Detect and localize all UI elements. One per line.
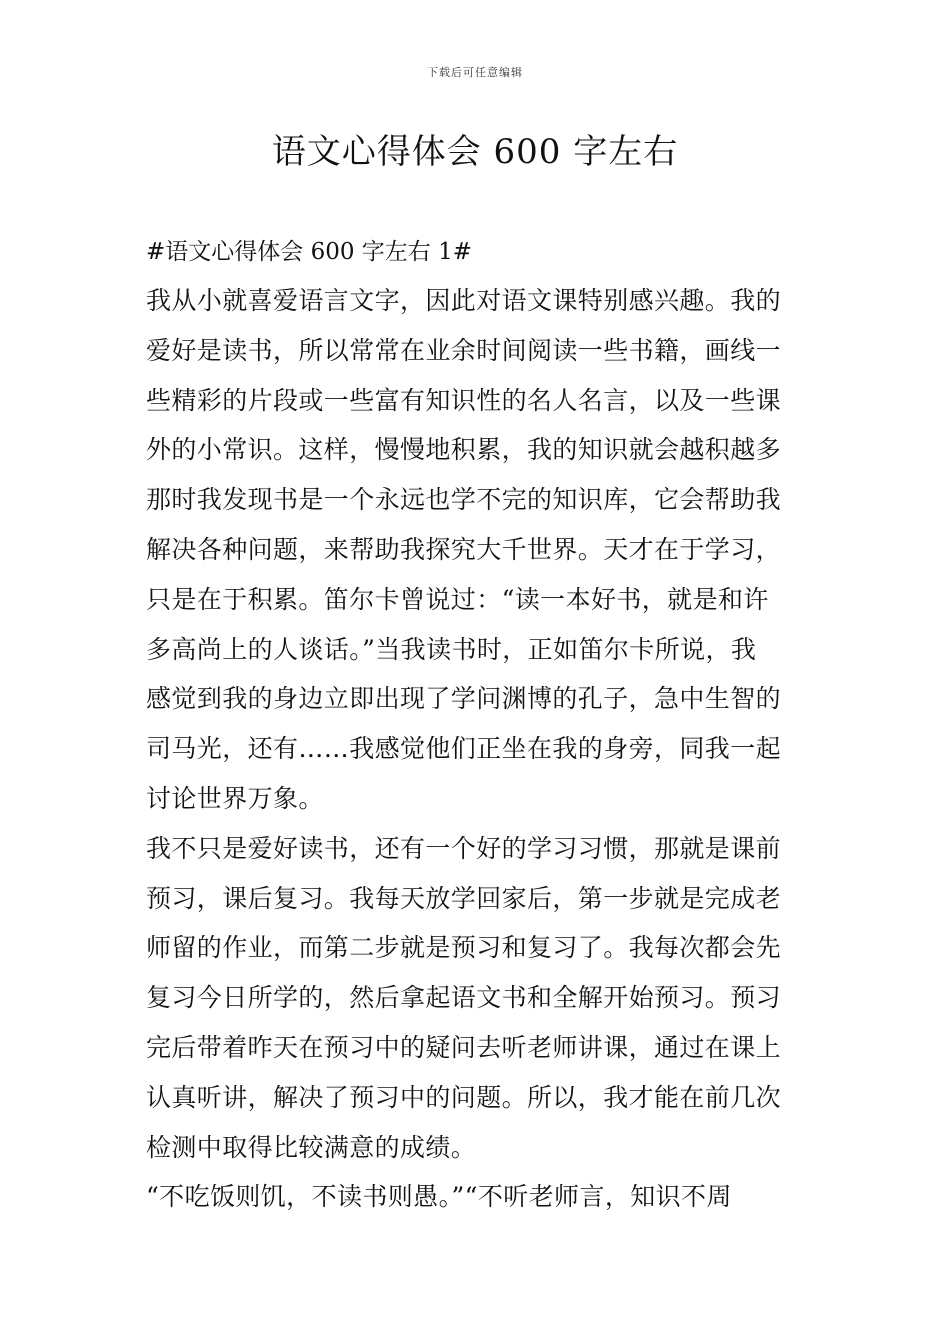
text-line: 讨论世界万象。	[146, 783, 324, 813]
document-title: 语文心得体会 600 字左右	[271, 132, 679, 172]
text-line: 只是在于积累。笛尔卡曾说过：“读一本好书，就是和许	[146, 584, 769, 614]
text-line: 些精彩的片段或一些富有知识性的名人名言，以及一些课	[146, 385, 782, 415]
text-line: 多高尚上的人谈话。”当我读书时，正如笛尔卡所说，我	[146, 634, 757, 664]
body-text	[146, 276, 806, 1222]
text-line: 司马光，还有……我感觉他们正坐在我的身旁，同我一起	[146, 734, 782, 764]
section-heading: #语文心得体会 600 字左右 1#	[146, 239, 473, 265]
text-line: 外的小常识。这样，慢慢地积累，我的知识就会越积越多	[146, 435, 782, 465]
text-line: 完后带着昨天在预习中的疑问去听老师讲课，通过在课上	[146, 1032, 782, 1062]
text-line: 那时我发现书是一个永远也学不完的知识库，它会帮助我	[146, 485, 782, 515]
text-line: 师留的作业，而第二步就是预习和复习了。我每次都会先	[146, 933, 782, 963]
text-line: 爱好是读书，所以常常在业余时间阅读一些书籍，画线一	[146, 335, 782, 365]
header-note: 下载后可任意编辑	[427, 66, 523, 79]
text-line: 解决各种问题，来帮助我探究大千世界。天才在于学习，	[146, 534, 782, 564]
text-line: 预习，课后复习。我每天放学回家后，第一步就是完成老	[146, 883, 782, 913]
text-line: 复习今日所学的，然后拿起语文书和全解开始预习。预习	[146, 983, 782, 1013]
text-line: “不吃饭则饥，不读书则愚。”“不听老师言，知识不周	[146, 1182, 732, 1212]
text-line: 感觉到我的身边立即出现了学问渊博的孔子，急中生智的	[146, 684, 782, 714]
text-line: 认真听讲，解决了预习中的问题。所以，我才能在前几次	[146, 1082, 782, 1112]
text-line: 我从小就喜爱语言文字，因此对语文课特别感兴趣。我的	[146, 286, 782, 315]
text-line: 我不只是爱好读书，还有一个好的学习习惯，那就是课前	[146, 833, 782, 863]
text-line: 检测中取得比较满意的成绩。	[146, 1132, 477, 1162]
